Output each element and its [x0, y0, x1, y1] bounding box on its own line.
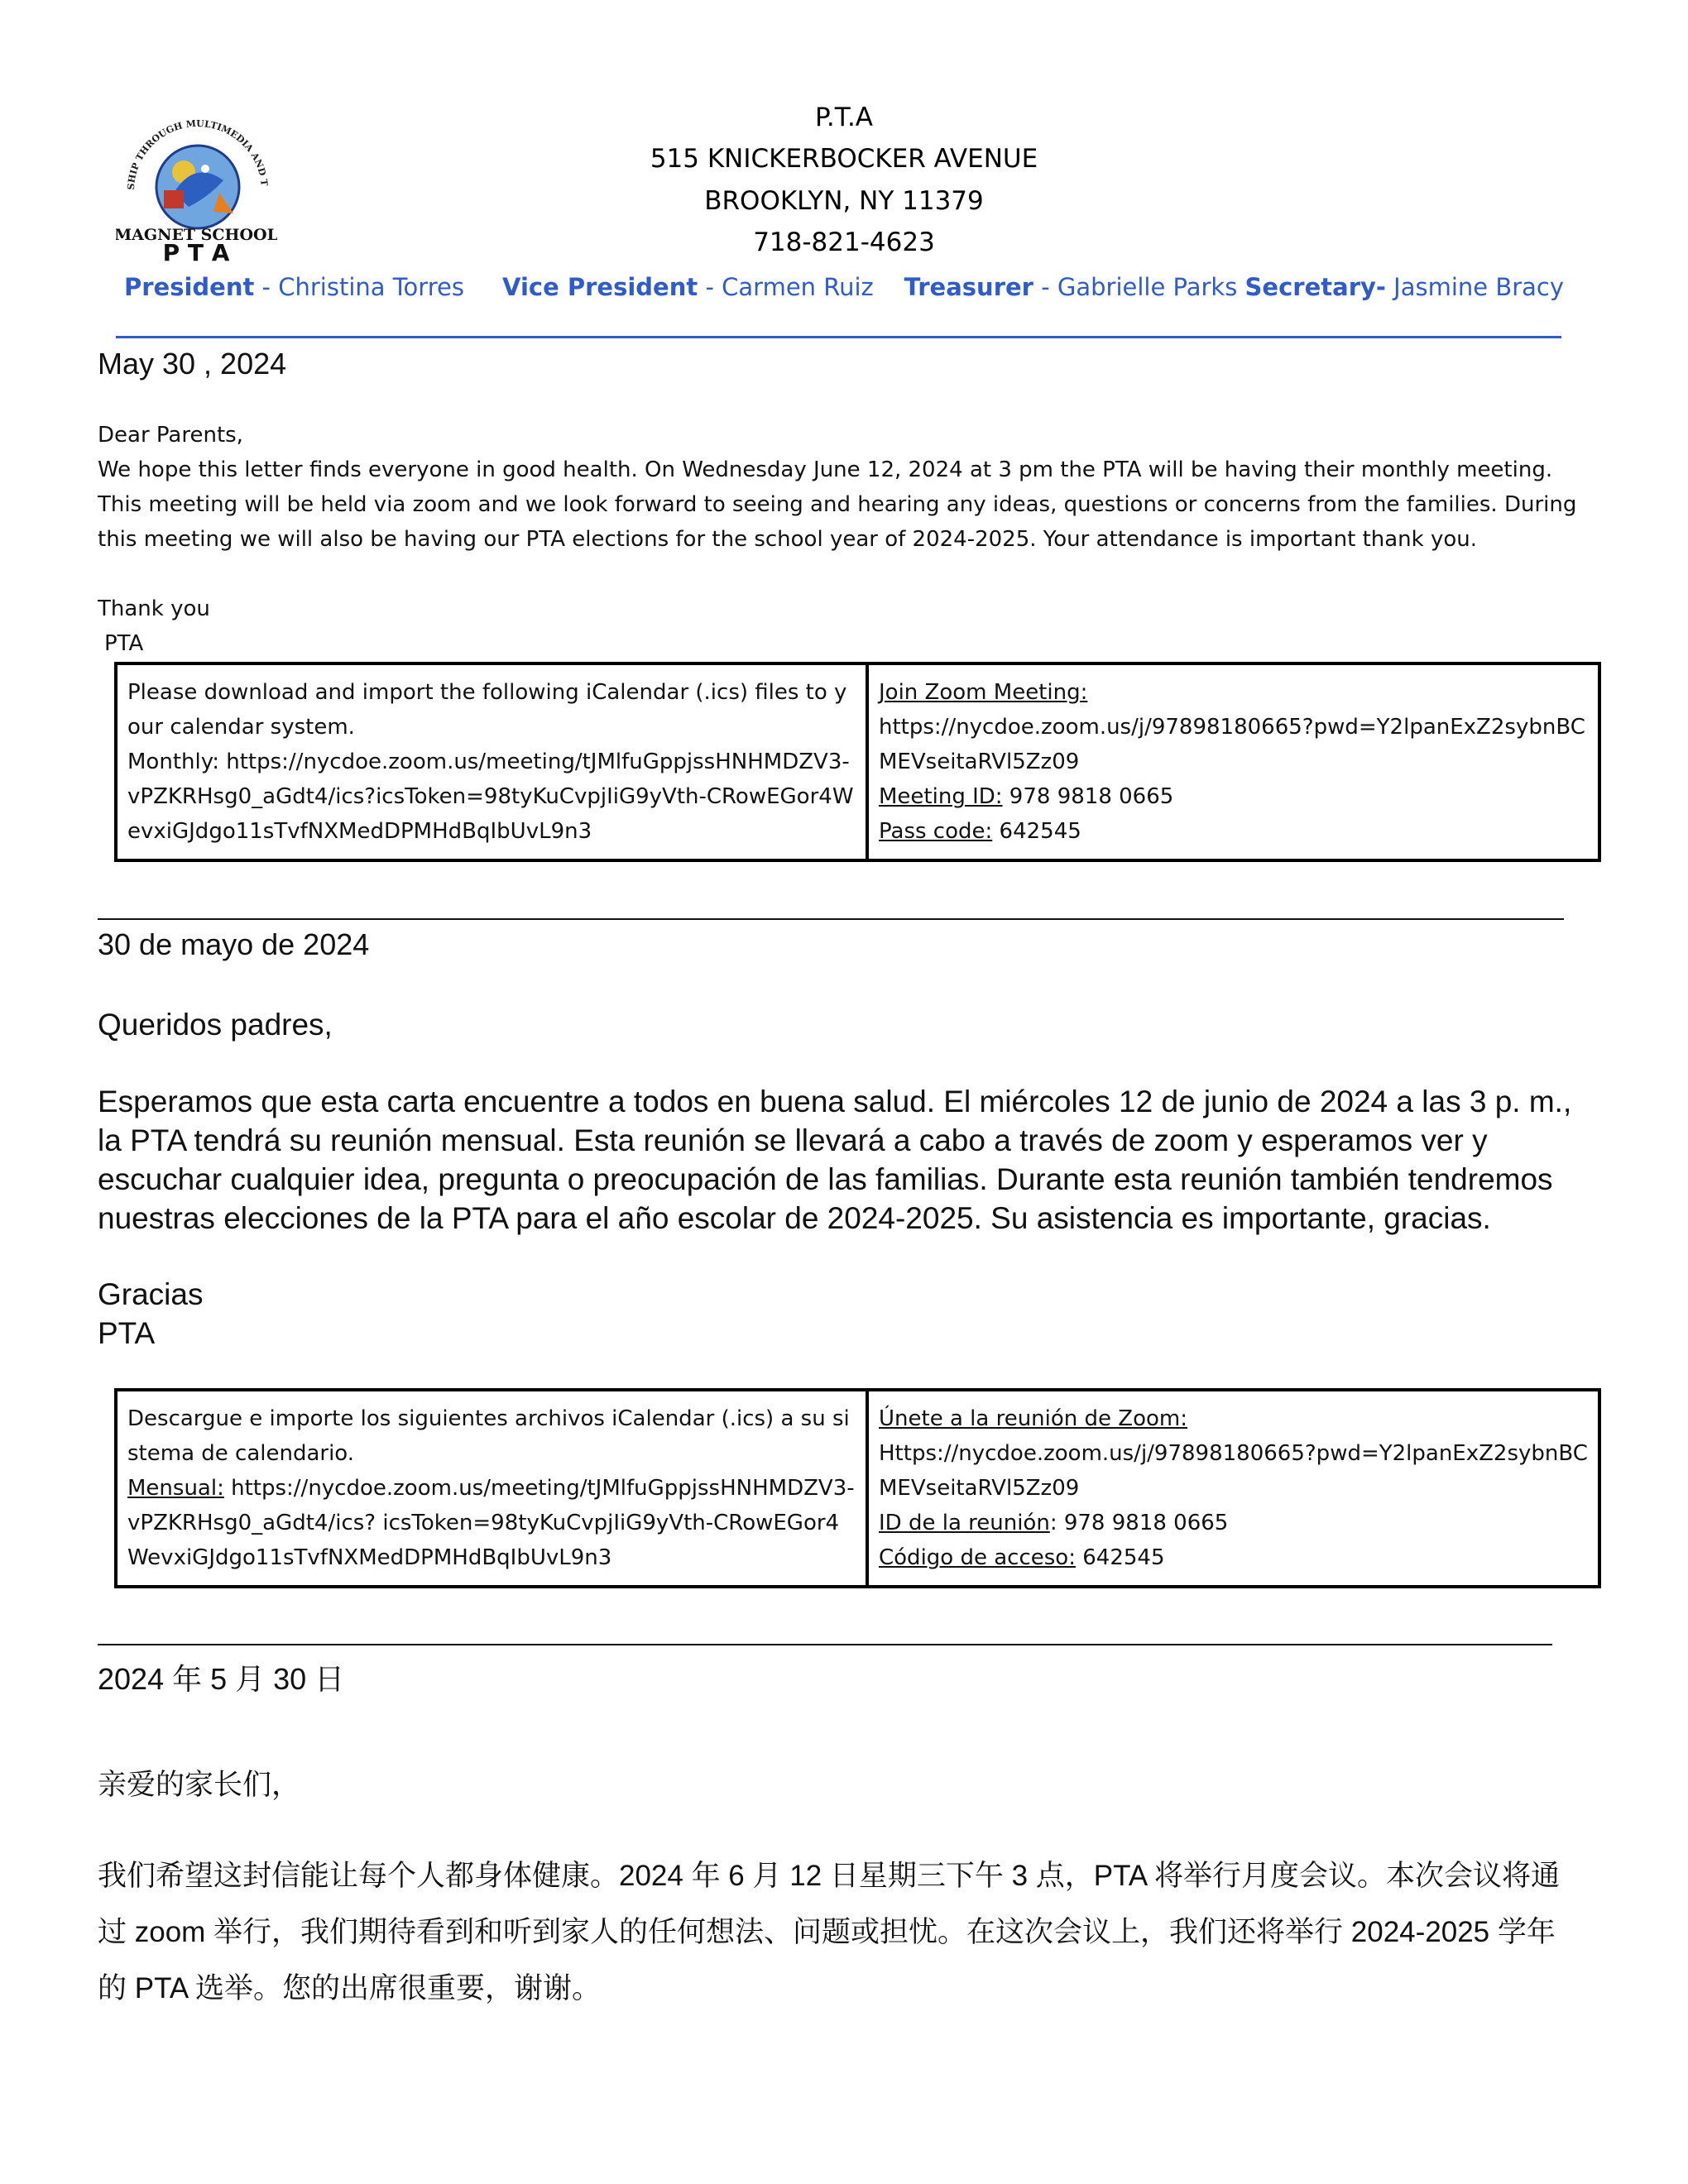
- spanish-signature: PTA: [98, 1316, 156, 1350]
- spanish-meeting-id-label: ID de la reunión: [879, 1511, 1050, 1535]
- secretary-title: Secretary-: [1244, 273, 1386, 301]
- president-title: President: [123, 273, 255, 301]
- english-zoom-cell: [867, 663, 1599, 860]
- section-divider-2: [98, 1644, 1552, 1645]
- spanish-meeting-id: : 978 9818 0665: [1049, 1511, 1229, 1535]
- address-line-2: BROOKLYN, NY 11379: [704, 186, 984, 216]
- spanish-calendar-intro: Descargue e importe los siguientes archivos iCalendar (.ics) a su sistema de calendario.: [127, 1406, 850, 1466]
- spanish-join-label: Únete a la reunión de Zoom:: [879, 1406, 1188, 1431]
- officers-line: [0, 266, 1688, 308]
- english-closing: Thank you: [98, 596, 210, 621]
- treasurer-title: Treasurer: [904, 273, 1033, 301]
- logo-magnet-school: MAGNET SCHOOL: [116, 226, 277, 244]
- section-divider-1: [98, 918, 1564, 920]
- svg-text:LEADERSHIP THROUGH MULTIMEDIA: SHIP THROUGH MULTIMEDIA AND T: [125, 117, 270, 190]
- president-name: - Christina Torres: [254, 273, 464, 301]
- english-meeting-id-label: Meeting ID:: [879, 784, 1003, 809]
- english-monthly-link[interactable]: https://nycdoe.zoom.us/meeting/tJMlfuGppjssHNHMDZV3-vPZKRHsg0_aGdt4/ics?icsToken=98tyKuCvpjIiG9yVth-CRowEGor4WevxiGJdgo11sTvfNXMedDPMHdBqIbUvL9n3: [127, 750, 854, 844]
- english-meeting-id: 978 9818 0665: [1002, 784, 1174, 809]
- spanish-monthly-label: Mensual:: [127, 1476, 224, 1501]
- english-greeting: Dear Parents,: [98, 423, 243, 448]
- english-signature: PTA: [104, 631, 144, 656]
- spanish-passcode: 642545: [1075, 1545, 1165, 1570]
- spanish-meeting-info-table: [114, 1388, 1601, 1588]
- header-divider: [116, 336, 1561, 338]
- spanish-body: Esperamos que esta carta encuentre a todos en buena salud. El miércoles 12 de junio de 2024 a las 3 p. m., la PTA tendrá su reunión mensual. Esta reunión se llevará a cabo a través de zoom y esperamos ver y escuchar cualquier idea, pregunta o preocupación de las familias. Durante esta reunión también tendremos nuestras elecciones de la PTA para el año escolar de 2024-2025. Su asistencia es importante, gracias.: [98, 1085, 1572, 1235]
- treasurer-name: - Gabrielle Parks: [1033, 273, 1238, 301]
- address-line-1: 515 KNICKERBOCKER AVENUE: [650, 144, 1038, 174]
- spanish-date: 30 de mayo de 2024: [98, 927, 370, 961]
- org-name: P.T.A: [814, 103, 874, 132]
- chinese-body: 我们希望这封信能让每个人都身体健康。2024 年 6 月 12 日星期三下午 3 点，PTA 将举行月度会议。本次会议将通过 zoom 举行，我们期待看到和听到家人的任何想法、问题或担忧。在这次会议上，我们还将举行 2024-2025 学年的 PTA 选举。您的出席很重要，谢谢。: [98, 1860, 1561, 2004]
- english-join-link[interactable]: https://nycdoe.zoom.us/j/97898180665?pwd=Y2lpanExZ2sybnBCMEVseitaRVl5Zz09: [879, 715, 1585, 774]
- spanish-greeting: Queridos padres,: [98, 1008, 333, 1042]
- english-body: We hope this letter finds everyone in good health. On Wednesday June 12, 2024 at 3 pm the PTA will be having their monthly meeting. This meeting will be held via zoom and we look forward to seeing and hearing any ideas, questions or concerns from the families. During this meeting we will also be having our PTA elections for the school year of 2024-2025. Your attendance is important thank you.: [98, 457, 1577, 552]
- spanish-join-link[interactable]: Https://nycdoe.zoom.us/j/97898180665?pwd=Y2lpanExZ2sybnBCMEVseitaRVl5Zz09: [879, 1441, 1588, 1501]
- english-calendar-cell: [116, 663, 867, 860]
- english-date: May 30 , 2024: [98, 347, 287, 381]
- logo-pta: P T A: [162, 239, 230, 263]
- vp-title: Vice President: [502, 273, 698, 301]
- english-passcode-label: Pass code:: [879, 819, 993, 844]
- spanish-passcode-label: Código de acceso:: [879, 1545, 1076, 1570]
- spanish-calendar-cell: [116, 1390, 867, 1587]
- secretary-name: Jasmine Bracy: [1385, 273, 1565, 301]
- chinese-date: 2024 年 5 月 30 日: [98, 1662, 345, 1696]
- spanish-monthly-link[interactable]: https://nycdoe.zoom.us/meeting/tJMlfuGppjssHNHMDZV3-vPZKRHsg0_aGdt4/ics? icsToken=98tyKuCvpjIiG9yVth-CRowEGor4WevxiGJdgo11sTvfNXMedDPMHdBqIbUvL9n3: [127, 1476, 855, 1570]
- english-passcode: 642545: [992, 819, 1081, 844]
- phone-number: 718-821-4623: [753, 228, 935, 257]
- vp-name: - Carmen Ruiz: [698, 273, 874, 301]
- chinese-greeting: 亲爱的家长们，: [98, 1769, 301, 1801]
- english-join-label: Join Zoom Meeting:: [879, 680, 1088, 705]
- spanish-closing: Gracias: [98, 1277, 204, 1311]
- english-calendar-intro: Please download and import the following iCalendar (.ics) files to your calendar system.: [127, 680, 847, 740]
- english-meeting-info-table: [114, 662, 1601, 862]
- english-monthly-label: Monthly:: [127, 750, 219, 774]
- spanish-zoom-cell: [867, 1390, 1599, 1587]
